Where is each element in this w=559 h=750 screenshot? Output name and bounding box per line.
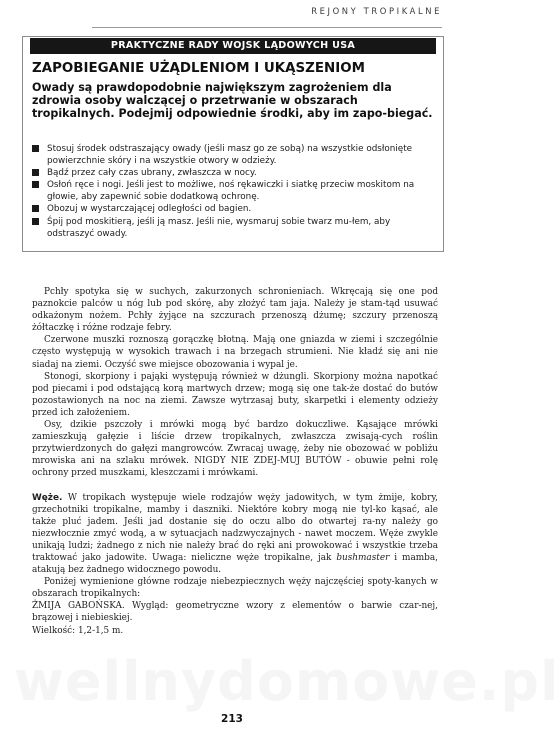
bullet-square-icon bbox=[32, 145, 39, 152]
paragraph-red-midges: Czerwone muszki roznoszą gorączkę błotną. Mają one gniazda w ziemi i szczególnie często występują w wysokich trawach i na brzegach strumieni. Nie kładź się ani nie siadaj na ziemi. Oczyść swe miejsce obozowania i wypal je. bbox=[32, 335, 438, 370]
tip-text: Osłoń ręce i nogi. Jeśli jest to możliwe, noś rękawiczki i siatkę przeciw moskitom na głowie, aby zapewnić sobie dodatkową ochronę. bbox=[47, 180, 415, 203]
snakes-run-in-heading: Węże. bbox=[32, 492, 63, 503]
tip-item bbox=[32, 203, 438, 215]
tip-text: Stosuj środek odstraszający owady (jeśli masz go ze sobą) na wszystkie odsłonięte powierzchnie skóry i na wszystkie otwory w odzieży. bbox=[47, 144, 413, 167]
paragraph-scorpions: Stonogi, skorpiony i pająki występują również w dżungli. Skorpiony można napotkać pod piecami i pod odstającą korą martwych drzew; mogą się one tak-że dostać do butów pozostawionych na noc na ziemi. Zawsze wytrzasaj buty, skarpetki i elementy odzieży przed ich założeniem. bbox=[32, 371, 438, 418]
paragraph-size: Wielkość: 1,2-1,5 m. bbox=[32, 625, 124, 636]
tip-item bbox=[32, 143, 438, 167]
bullet-square-icon bbox=[32, 205, 39, 212]
tip-text: Bądź przez cały czas ubrany, zwłaszcza w nocy. bbox=[47, 168, 257, 179]
tips-list bbox=[32, 143, 438, 240]
bullet-square-icon bbox=[32, 181, 39, 188]
running-header: REJONY TROPIKALNE bbox=[311, 6, 442, 16]
paragraph-gaboon-viper: ŻMIJA GABOŃSKA. Wygląd: geometryczne wzory z elementów o barwie czar-nej, brązowej i niebieskiej. bbox=[32, 601, 438, 624]
article-body bbox=[32, 286, 438, 637]
box-banner: PRAKTYCZNE RADY WOJSK LĄDOWYCH USA bbox=[30, 38, 436, 54]
tip-item bbox=[32, 179, 438, 203]
snakes-text-italic: bushmaster bbox=[336, 552, 390, 563]
snakes-text-1: W tropikach występuje wiele rodzajów węży jadowitych, w tym żmije, kobry, grzechotniki tropikalne, mamby i daszniki. Niektóre kobry mogą nie tyl-ko kąsać, ale także pluć jadem. Jeśli jad dostanie się do oczu albo do otwartej ra-ny należy go niezwłocznie zmyć wodą, a w sytuacjach nadzwyczajnych - nawet moczem. Węże zwykle unikają ludzi; żadnego z nich nie należy brać do ręki ani prowokować i wszystkie trzeba traktować jako jadowite. Uwaga: nieliczne węże tropikalne, jak bbox=[32, 492, 438, 563]
paragraph-snakes bbox=[32, 492, 438, 577]
watermark: wellnydomowe.pl bbox=[14, 650, 559, 713]
header-rule bbox=[92, 27, 442, 28]
paragraph-fleas: Pchły spotyka się w suchych, zakurzonych schronieniach. Wkręcają się one pod paznokcie palców u nóg lub pod skórę, aby złożyć tam jaja. Należy je stam-tąd usuwać odkażonym nożem. Pchły żyjące na szczurach przenoszą dżumę; szczury przenoszą żółtaczkę i różne rodzaje febry. bbox=[32, 287, 438, 334]
tip-text: Śpij pod moskitierą, jeśli ją masz. Jeśli nie, wysmaruj sobie twarz mu-łem, aby odstraszyć owady. bbox=[47, 216, 391, 239]
box-title: ZAPOBIEGANIE UŻĄDLENIOM I UKĄSZENIOM bbox=[32, 61, 365, 76]
bullet-square-icon bbox=[32, 218, 39, 225]
bullet-square-icon bbox=[32, 169, 39, 176]
paragraph-snake-list-intro: Poniżej wymienione główne rodzaje niebezpiecznych węży najczęściej spoty-kanych w obszarach tropikalnych: bbox=[32, 577, 438, 600]
tip-item bbox=[32, 216, 438, 240]
tip-text: Obozuj w wystarczającej odległości od bagien. bbox=[47, 204, 252, 215]
tip-item bbox=[32, 167, 438, 179]
snakes-text-2: i mamba, atakują bez żadnego widocznego powodu. bbox=[32, 552, 438, 576]
box-lead: Owady są prawdopodobnie największym zagrożeniem dla zdrowia osoby walczącej o przetrwanie w obszarach tropikalnych. Podejmij odpowiednie środki, aby im zapo-biegać. bbox=[32, 81, 433, 121]
paragraph-ants: Osy, dzikie pszczoły i mrówki mogą być bardzo dokuczliwe. Kąsające mrówki zamieszkują gałęzie i liście drzew tropikalnych, zwłaszcza zwisają-cych roślin przytwierdzonych do gałęzi mangrowców. Zwracaj uwagę, żeby nie obozować w pobliżu mrowiska ani na szlaku mrówek. NIGDY NIE ZDEJ-MUJ BUTÓW - obuwie pełni rolę ochrony przed muszkami, kleszczami i mrówkami. bbox=[32, 420, 438, 479]
page-number: 213 bbox=[221, 713, 243, 725]
